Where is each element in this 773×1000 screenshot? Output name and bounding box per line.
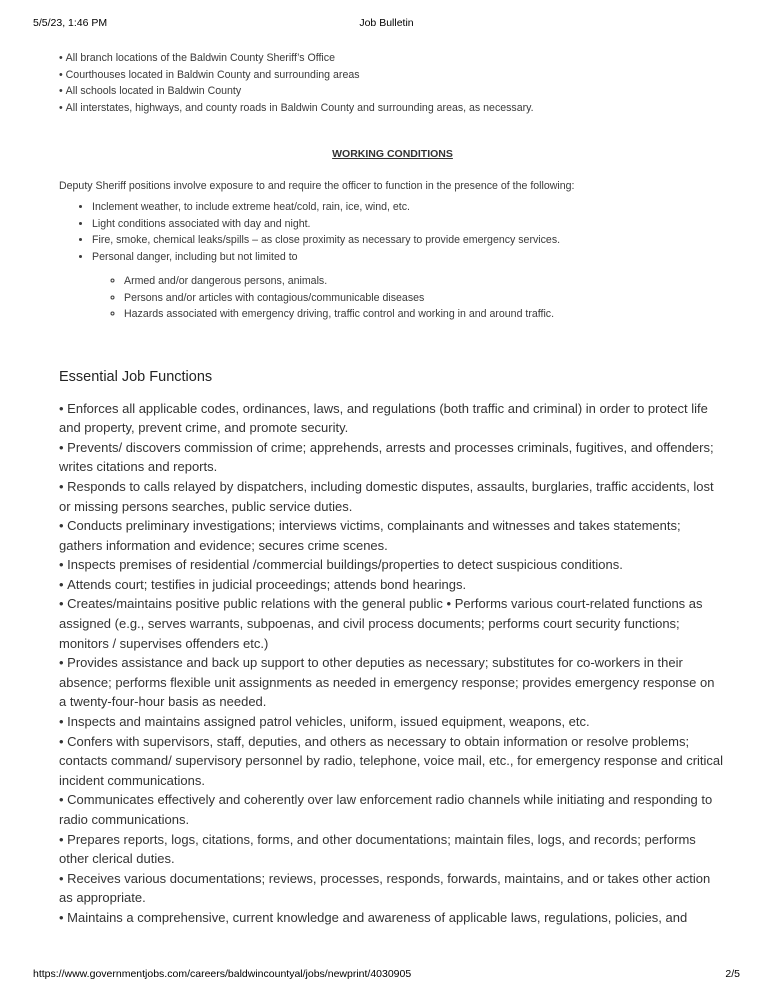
bulletin-content xyxy=(59,50,724,928)
list-item: • Maintains a comprehensive, current knowledge and awareness of applicable laws, regulations, policies, and xyxy=(59,908,724,928)
list-item: • Light conditions associated with day and night. xyxy=(92,216,724,233)
print-url: https://www.governmentjobs.com/careers/baldwincountyal/jobs/newprint/4030905 xyxy=(33,968,412,980)
working-conditions-list xyxy=(59,199,724,323)
list-item: • Confers with supervisors, staff, deputies, and others as necessary to obtain information or resolve problems; contacts command/ supervisory personnel by radio, telephone, voice mail, etc., for emergency response and critical incident communications. xyxy=(59,732,724,791)
list-item-text: Personal danger, including but not limited to xyxy=(92,250,298,263)
list-item: • Prepares reports, logs, citations, forms, and other documentations; maintain files, logs, and records; performs other clerical duties. xyxy=(59,830,724,869)
list-item: • Receives various documentations; reviews, processes, responds, forwards, maintains, and or takes other action as appropriate. xyxy=(59,869,724,908)
print-header xyxy=(33,17,740,31)
list-item: • Courthouses located in Baldwin County and surrounding areas xyxy=(59,67,724,84)
list-item: • Provides assistance and back up support to other deputies as necessary; substitutes for co-workers in their absence; performs flexible unit assignments as needed in emergency response; provides emergency response on a twenty-four-hour basis as needed. xyxy=(59,653,724,712)
list-item: • Attends court; testifies in judicial proceedings; attends bond hearings. xyxy=(59,575,724,595)
list-item: ◦ Persons and/or articles with contagious/communicable diseases xyxy=(124,290,724,307)
print-footer xyxy=(33,968,740,982)
list-item: • Responds to calls relayed by dispatchers, including domestic disputes, assaults, burglaries, traffic accidents, lost or missing persons searches, public service duties. xyxy=(59,477,724,516)
locations-list xyxy=(59,50,724,116)
list-item: • Inspects premises of residential /commercial buildings/properties to detect suspicious conditions. xyxy=(59,555,724,575)
list-item: ◦ Armed and/or dangerous persons, animals. xyxy=(124,273,724,290)
list-item: • All interstates, highways, and county roads in Baldwin County and surrounding areas, as necessary. xyxy=(59,100,724,117)
working-conditions-intro: Deputy Sheriff positions involve exposure to and require the officer to function in the presence of the following: xyxy=(59,180,575,192)
list-item: • All schools located in Baldwin County xyxy=(59,83,724,100)
print-datetime: 5/5/23, 1:46 PM xyxy=(33,17,108,29)
essential-functions-list xyxy=(59,399,724,928)
list-item: • Creates/maintains positive public relations with the general public • Performs various court-related functions as assigned (e.g., serves warrants, subpoenas, and civil process documents; performs court security functions; monitors / supervises offenders etc.) xyxy=(59,594,724,653)
list-item: • Inspects and maintains assigned patrol vehicles, uniform, issued equipment, weapons, etc. xyxy=(59,712,724,732)
page-number: 2/5 xyxy=(725,968,740,980)
working-conditions-sublist xyxy=(92,273,724,323)
print-title: Job Bulletin xyxy=(359,17,414,29)
list-item: • Enforces all applicable codes, ordinances, laws, and regulations (both traffic and criminal) in order to protect life and property, prevent crime, and promote security. xyxy=(59,399,724,438)
list-item: • Inclement weather, to include extreme heat/cold, rain, ice, wind, etc. xyxy=(92,199,724,216)
list-item: • Fire, smoke, chemical leaks/spills – as close proximity as necessary to provide emergency services. xyxy=(92,232,724,249)
working-conditions-heading: WORKING CONDITIONS xyxy=(332,148,453,160)
list-item: ◦ Hazards associated with emergency driving, traffic control and working in and around traffic. xyxy=(124,306,724,323)
essential-functions-heading: Essential Job Functions xyxy=(59,368,213,385)
list-item: • Prevents/ discovers commission of crime; apprehends, arrests and processes criminals, fugitives, and offenders; writes citations and reports. xyxy=(59,438,724,477)
list-item: • All branch locations of the Baldwin County Sheriff’s Office xyxy=(59,50,724,67)
list-item: • Communicates effectively and coherently over law enforcement radio channels while initiating and responding to radio communications. xyxy=(59,790,724,829)
list-item: • Conducts preliminary investigations; interviews victims, complainants and witnesses and takes statements; gathers information and evidence; secures crime scenes. xyxy=(59,516,724,555)
list-item xyxy=(92,249,724,323)
